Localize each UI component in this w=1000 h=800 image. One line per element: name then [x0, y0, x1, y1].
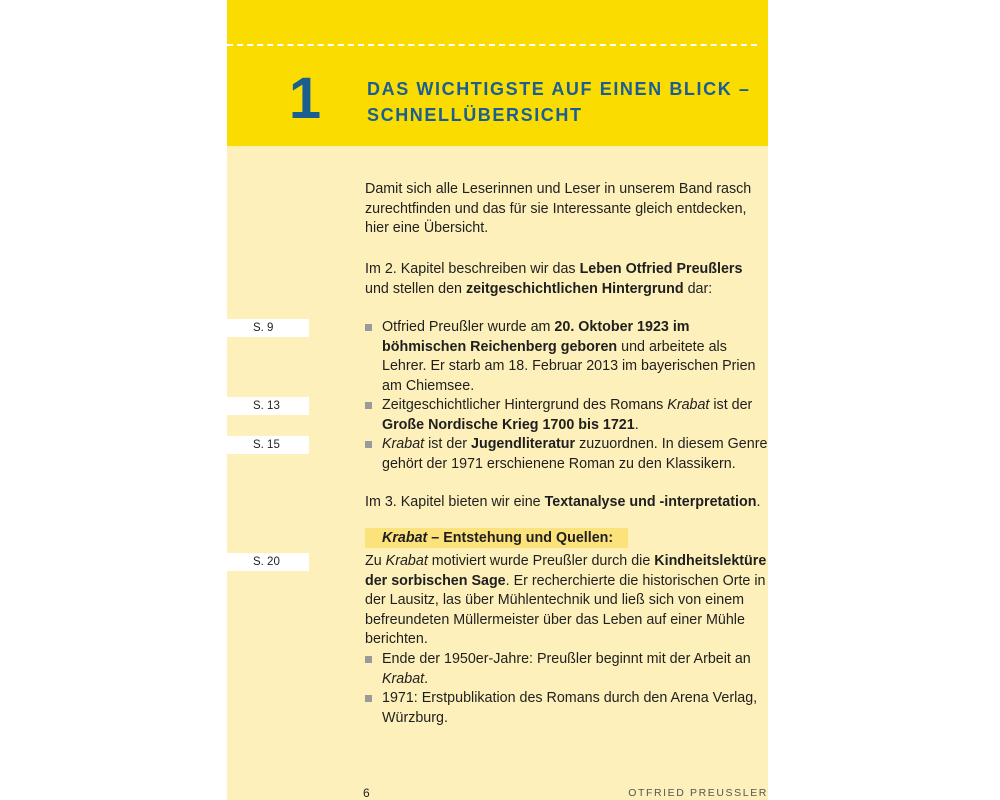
list-item-text: 1971: Erstpublikation des Romans durch den Arena Verlag, Würzburg.	[382, 690, 758, 726]
section-heading: Krabat – Entstehung und Quellen:	[365, 528, 628, 548]
chapter-title	[367, 76, 757, 128]
chapter-2-paragraph: Im 2. Kapitel beschreiben wir das Leben Otfried Preußlers und stellen den zeitgeschichtlichen Hintergrund dar:	[365, 261, 743, 297]
dashed-divider	[227, 44, 757, 46]
bullet-square-icon	[365, 441, 372, 448]
bullet-square-icon	[365, 402, 372, 409]
list-item	[365, 435, 769, 474]
section-paragraph: Zu Krabat motiviert wurde Preußler durch die Kindheitslektüre der sorbischen Sage. Er recherchierte die historischen Orte in der Lausitz, las über Mühlentechnik und ließ sich von einem befreundeten Müllermeister über das Leben auf einer Mühle berichten.	[365, 553, 767, 647]
chapter-header	[227, 0, 768, 146]
list-item	[365, 689, 769, 728]
margin-page-ref: S. 9	[227, 319, 309, 337]
chapter-title-line-1: DAS WICHTIGSTE AUF EINEN BLICK –	[367, 79, 751, 99]
intro-paragraph: Damit sich alle Leserinnen und Leser in unserem Band rasch zurechtfinden und das für sie Interessante gleich entdecken, hier eine Übersicht.	[365, 181, 752, 236]
list-item-text: Otfried Preußler wurde am 20. Oktober 1923 im böhmischen Reichenberg geboren und arbeitete als Lehrer. Er starb am 18. Februar 2013 im bayerischen Prien am Chiemsee.	[382, 319, 756, 394]
list-item	[365, 650, 769, 689]
chapter-title-line-2: SCHNELLÜBERSICHT	[367, 105, 583, 125]
bullet-square-icon	[365, 695, 372, 702]
list-item	[365, 318, 769, 396]
bullet-square-icon	[365, 324, 372, 331]
list-item-text: Zeitgeschichtlicher Hintergrund des Romans Krabat ist der Große Nordische Krieg 1700 bis 1721.	[382, 397, 753, 433]
chapter-3-paragraph: Im 3. Kapitel bieten wir eine Textanalyse und -interpretation.	[365, 494, 761, 510]
bullet-square-icon	[365, 656, 372, 663]
list-item-text: Krabat ist der Jugendliteratur zuzuordnen. In diesem Genre gehört der 1971 erschienene Roman zu den Klassikern.	[382, 436, 768, 472]
margin-page-ref: S. 15	[227, 436, 309, 454]
list-item-text: Ende der 1950er-Jahre: Preußler beginnt mit der Arbeit an Krabat.	[382, 651, 751, 687]
list-item	[365, 396, 769, 435]
page-number: 6	[363, 786, 370, 800]
margin-page-ref: S. 13	[227, 397, 309, 415]
margin-page-ref: S. 20	[227, 553, 309, 571]
running-footer-title: OTFRIED PREUSSLER	[628, 787, 768, 799]
chapter-number: 1	[288, 66, 322, 131]
